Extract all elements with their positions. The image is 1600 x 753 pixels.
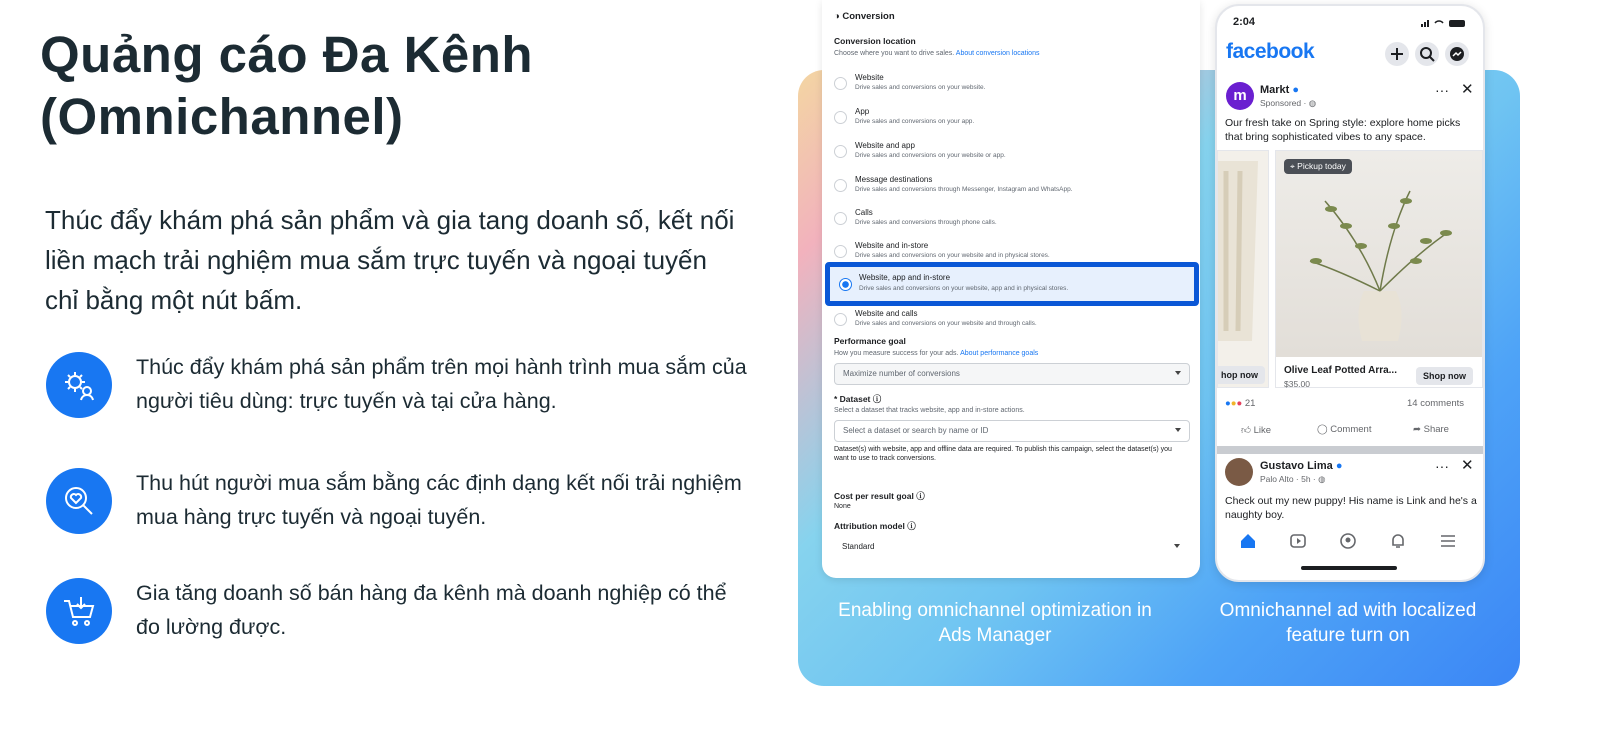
home-icon[interactable]	[1239, 532, 1257, 550]
radio[interactable]	[834, 313, 847, 326]
dataset-title: * Dataset ⓘ	[834, 394, 882, 404]
caption-ads-manager: Enabling omnichannel optimization in Ads Manager	[838, 600, 1152, 646]
verified-icon: ●	[1335, 460, 1343, 472]
post-page-name[interactable]: Markt ●	[1260, 84, 1300, 96]
markt-avatar[interactable]: m	[1226, 82, 1254, 110]
cost-per-result-title: Cost per result goal ⓘ	[834, 491, 925, 501]
comment-icon: ◯	[1317, 424, 1331, 435]
radio[interactable]	[834, 212, 847, 225]
status-time: 2:04	[1233, 16, 1256, 28]
phone-mockup	[1215, 4, 1485, 582]
info-icon: ⓘ	[907, 521, 916, 531]
post2-text: Check out my new puppy! His name is Link and he's a naughty boy.	[1225, 495, 1477, 521]
radio[interactable]	[834, 77, 847, 90]
attribution-model-select[interactable]: Standard	[834, 537, 1188, 557]
cost-per-result-value: None	[834, 503, 851, 510]
product-carousel[interactable]	[1217, 150, 1483, 390]
chevron-down-icon	[1174, 544, 1180, 548]
about-conversion-locations-link[interactable]: About conversion locations	[955, 50, 1040, 57]
attribution-model-title: Attribution model ⓘ	[834, 521, 916, 531]
reaction-icons: ●	[1225, 398, 1231, 409]
gustavo-avatar[interactable]	[1225, 458, 1253, 486]
like-button[interactable]: 👍︎ Like	[1241, 425, 1272, 436]
globe-icon: ◍	[1318, 474, 1326, 484]
home-indicator	[1301, 566, 1397, 570]
shop-now-button[interactable]: Shop now	[1416, 367, 1473, 385]
popcorn-image	[1218, 151, 1268, 351]
post-text: Our fresh take on Spring style: explore home picks that bring sophisticated vibes to any space.	[1225, 117, 1461, 143]
gear-people-icon	[46, 352, 112, 418]
radio[interactable]	[834, 179, 847, 192]
radio[interactable]	[834, 245, 847, 258]
dataset-sub: Select a dataset that tracks website, app and in-store actions.	[834, 407, 1025, 414]
option-message-destinations[interactable]: Message destinations Drive sales and conversions through Messenger, Instagram and WhatsApp.	[834, 175, 1190, 205]
benefit-item-2	[46, 468, 746, 548]
product-name: Olive Leaf Potted Arra...	[1284, 365, 1397, 376]
pickup-badge: ⌖ Pickup today	[1284, 159, 1352, 174]
video-icon[interactable]	[1289, 532, 1307, 550]
post2-author[interactable]: Gustavo Lima ●	[1260, 460, 1343, 472]
benefit-text-2: Thu hút người mua sắm bằng các định dạng kết nối trải nghiệm mua hàng trực tuyến và ngoại tuyến.	[136, 471, 742, 529]
half-circle-icon: ◑	[834, 11, 843, 22]
option-website-and-in-store[interactable]: Website and in-store Drive sales and conversions on your website and in physical stores.	[834, 241, 1190, 271]
groups-icon[interactable]	[1339, 532, 1357, 550]
dataset-note: Dataset(s) with website, app and offline data are required. To publish this campaign, select the dataset(s) you want to use to track conversions.	[834, 446, 1172, 462]
benefit-text-3: Gia tăng doanh số bán hàng đa kênh mà doanh nghiệp có thể đo lường được.	[136, 581, 727, 639]
verified-icon: ●	[1292, 84, 1300, 96]
thumbs-up-icon: 👍︎	[1241, 425, 1254, 436]
share-button[interactable]: ➦ Share	[1413, 424, 1449, 435]
plus-icon[interactable]	[1385, 42, 1409, 66]
radio[interactable]	[834, 145, 847, 158]
close-icon[interactable]: ✕	[1461, 81, 1474, 98]
dataset-search-select[interactable]: Select a dataset or search by name or ID	[834, 420, 1190, 442]
bottom-nav	[1217, 526, 1483, 556]
caption-omnichannel-ad: Omnichannel ad with localized feature turn on	[1219, 600, 1477, 646]
bell-icon[interactable]	[1389, 532, 1407, 550]
feed-separator	[1217, 446, 1483, 454]
comment-button[interactable]: ◯ Comment	[1317, 424, 1372, 435]
cart-download-icon	[46, 578, 112, 644]
conversion-location-sub: Choose where you want to drive sales. About conversion locations	[834, 50, 1040, 57]
more-icon[interactable]: ···	[1435, 82, 1449, 98]
carousel-card-partial[interactable]	[1217, 150, 1269, 388]
search-icon[interactable]	[1415, 42, 1439, 66]
status-icons	[1421, 19, 1469, 27]
radio-selected[interactable]	[839, 278, 852, 291]
globe-icon: ◍	[1308, 98, 1317, 108]
option-website-and-app[interactable]: Website and app Drive sales and conversions on your website or app.	[834, 141, 1190, 171]
info-icon: ⓘ	[916, 491, 925, 501]
heart-search-icon	[46, 468, 112, 534]
carousel-card-product[interactable]	[1275, 150, 1483, 388]
chevron-down-icon	[1175, 371, 1181, 375]
post2-meta: Palo Alto · 5h · ◍	[1260, 474, 1326, 484]
olive-plant-image	[1276, 151, 1482, 357]
page-title	[40, 24, 533, 148]
location-pin-icon: ⌖	[1290, 161, 1298, 171]
post-sponsored: Sponsored · ◍	[1260, 98, 1317, 108]
option-calls[interactable]: Calls Drive sales and conversions through phone calls.	[834, 208, 1190, 238]
title-line-1: Quảng cáo Đa Kênh	[40, 26, 534, 83]
radio[interactable]	[834, 111, 847, 124]
conversion-location-title: Conversion location	[834, 36, 916, 46]
ads-manager-card	[822, 0, 1200, 578]
comment-count[interactable]: 14 comments	[1407, 398, 1465, 409]
conversion-header: ◑ Conversion	[834, 11, 895, 22]
performance-goal-select[interactable]: Maximize number of conversions	[834, 363, 1190, 385]
close-icon[interactable]: ✕	[1461, 457, 1474, 474]
chevron-down-icon	[1175, 428, 1181, 432]
shop-now-button-partial[interactable]: hop now	[1215, 366, 1265, 384]
more-icon[interactable]: ···	[1435, 458, 1449, 474]
benefit-item-3	[46, 578, 746, 658]
reaction-count[interactable]: ●●● 21	[1225, 398, 1256, 409]
option-website[interactable]: Website Drive sales and conversions on your website.	[834, 73, 1190, 103]
performance-goal-sub: How you measure success for your ads. About performance goals	[834, 350, 1039, 357]
about-performance-goals-link[interactable]: About performance goals	[960, 350, 1039, 357]
share-icon: ➦	[1413, 424, 1424, 435]
menu-icon[interactable]	[1439, 532, 1457, 550]
benefit-text-1: Thúc đẩy khám phá sản phẩm trên mọi hành trình mua sắm của người tiêu dùng: trực tuyến và tại cửa hàng.	[136, 355, 747, 413]
info-icon: ⓘ	[872, 394, 882, 404]
lead-paragraph: Thúc đẩy khám phá sản phẩm và gia tang doanh số, kết nối liền mạch trải nghiệm mua sắm trực tuyến và ngoại tuyến chỉ bằng một nút bấm.	[45, 205, 735, 315]
option-app[interactable]: App Drive sales and conversions on your app.	[834, 107, 1190, 137]
option-website-and-calls[interactable]: Website and calls Drive sales and conversions on your website and through calls.	[834, 309, 1190, 339]
messenger-icon[interactable]	[1445, 42, 1469, 66]
facebook-logo: facebook	[1226, 40, 1315, 63]
title-line-2: (Omnichannel)	[40, 88, 404, 145]
option-website-app-and-in-store-selected[interactable]: Website, app and in-store Drive sales and conversions on your website, app and in physical stores.	[825, 262, 1199, 306]
benefit-item-1	[46, 352, 746, 432]
product-price: $35.00	[1284, 379, 1310, 389]
performance-goal-title: Performance goal	[834, 336, 906, 346]
